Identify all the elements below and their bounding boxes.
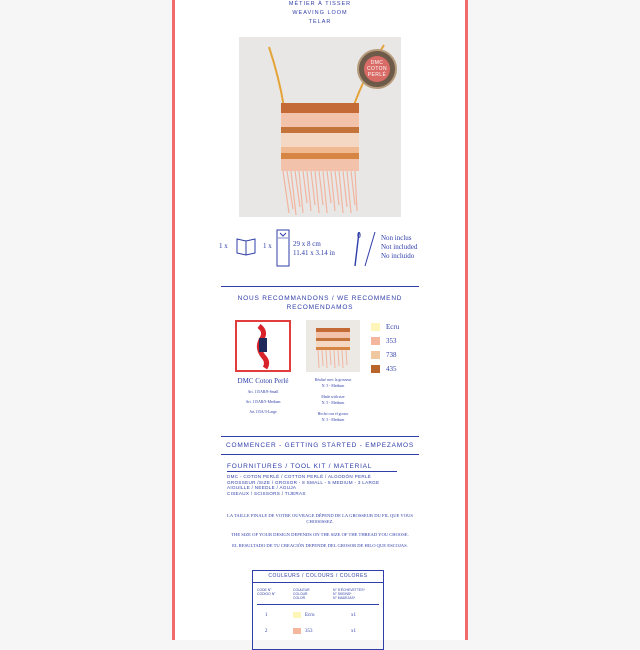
not-included-es: No incluido [381,252,415,260]
color-swatches [371,320,399,376]
pouch-caption [299,377,367,423]
size-note-en: THE SIZE OF YOUR DESIGN DEPENDS ON THE SIZE OF THE THREAD YOU CHOOSE. [231,532,409,537]
finished-pouch-photo [306,320,360,372]
table-divider [257,604,379,605]
thread-art-medium: Art. 115AR/5-Medium [245,400,281,404]
divider [221,286,419,287]
pouch-caption-en-1: Made with size [321,395,345,399]
header-line-fr: MÉTIER À TISSER [288,1,352,7]
dmc-coton-perle-badge [357,49,397,89]
col-colour-2: COLOUR [293,592,308,596]
table-row [253,609,383,623]
badge-line-1: DMC [370,60,384,66]
divider [221,436,419,437]
row-qty: x1 [351,613,356,618]
header-line-en: WEAVING LOOM [292,10,348,16]
table-row [253,625,383,639]
col-skeins-1: N° D'ÉCHEVETTES* [333,588,365,592]
swatch-color [371,365,380,373]
thread-skein-icon [237,322,289,370]
col-colour-3: COLOR [293,596,306,600]
needle-scissors-icon [351,230,379,268]
swatch-color [371,351,380,359]
toolkit-line-3: AIGUILLE / NEEDLE / AGUJA [227,485,297,491]
book-icon [235,236,257,256]
divider [221,454,419,455]
toolkit-heading: FOURNITURES / TOOL KIT / MATERIAL [227,463,373,470]
size-note-es: EL RESULTADO DE TU CREACIÓN DEPENDE DEL GROSOR DE HILO QUE ESCOJAS. [232,543,408,548]
thread-caption [227,376,299,415]
row-code: 1 [265,613,268,618]
row-color-swatch [293,628,301,634]
thread-image [235,320,291,372]
col-skeins-3: N° MADEJAS* [333,596,356,600]
row-qty: x1 [351,629,356,634]
size-note-fr-1: LA TAILLE FINALE DE VOTRE OUVRAGE DÉPEND DE LA GROSSEUR DU FIL QUE VOUS [227,513,413,518]
loom-size-in: 11.41 x 3.14 in [293,249,335,257]
pouch-caption-es-2: N. 5 - Medium [321,418,345,422]
swatch-label: 738 [386,351,397,359]
pouch-caption-en-2: N. 5 - Medium [321,401,345,405]
col-colour [293,588,310,600]
loom-quantity: 1 x [263,242,272,250]
not-included-fr: Non inclus [381,234,412,242]
pouch-thumbnail [306,320,360,372]
row-color-name: 353 [305,629,313,634]
swatch-item [371,320,399,334]
toolkit-line-4: CISEAUX / SCISSORS / TIJERAS [227,490,306,496]
col-colour-1: COULEUR [293,588,310,592]
colors-table-title: COULEURS / COLOURS / COLORES [253,571,383,583]
thread-art-large: Art.115A/3-Large [249,410,277,414]
toolkit-list [227,474,379,496]
badge-line-2: COTON [367,66,387,72]
swatch-item [371,348,399,362]
pouch-caption-fr-2: N. 5 - Medium [321,384,345,388]
swatch-label: Ecru [386,323,400,331]
swatch-color [371,337,380,345]
pouch-caption-fr-1: Réalisé avec la grosseur [314,378,352,382]
loom-icon [275,228,291,268]
thread-art-small: Art. 115AR/8-Small [247,390,279,394]
badge-line-3: PERLÉ [367,72,387,78]
swatch-label: 353 [386,337,397,345]
swatch-color [371,323,380,331]
recommend-heading [175,294,465,312]
size-note-fr [215,513,425,525]
col-code-1: CODE N° [257,588,272,592]
getting-started-heading: COMMENCER - GETTING STARTED - EMPEZAMOS [225,442,415,449]
toolkit-line-1: DMC - COTON PERLÉ / COTTON PERLÉ / ALGODÓN PERLÉ [227,474,372,479]
row-color-swatch [293,612,301,618]
pouch-caption-es-1: Hecho con el grosor [317,412,349,416]
kit-contents [175,228,465,270]
col-code-2: CODIGO N° [257,592,276,596]
loom-size-cm: 29 x 8 cm [293,240,321,248]
swatch-label: 435 [386,365,397,373]
product-header [175,0,465,27]
divider [227,471,397,472]
colors-table [252,570,384,650]
product-photo [239,37,401,217]
thread-label: DMC Coton Perlé [237,377,289,385]
recommend-title-1: NOUS RECOMMANDONS / WE RECOMMEND [237,295,403,302]
row-code: 2 [265,629,268,634]
swatch-item [371,362,399,376]
header-line-es: TELAR [308,19,332,25]
col-skeins [333,588,365,600]
badge-center [364,56,390,82]
size-note-fr-2: CHOISISSEZ. [306,519,334,524]
instruction-sheet [172,0,468,640]
swatch-item [371,334,399,348]
not-included-en: Not included [381,243,418,251]
recommend-title-2: RECOMENDAMOS [286,304,354,311]
row-color-name: Ecru [305,613,315,618]
toolkit-line-2: GROSSEUR /SIZE / GROSOR - 8 SMALL - 5 MEDIUM - 3 LARGE [227,479,380,485]
book-quantity: 1 x [219,242,228,250]
col-skeins-2: N° SKEINS* [333,592,352,596]
col-code [257,588,276,596]
